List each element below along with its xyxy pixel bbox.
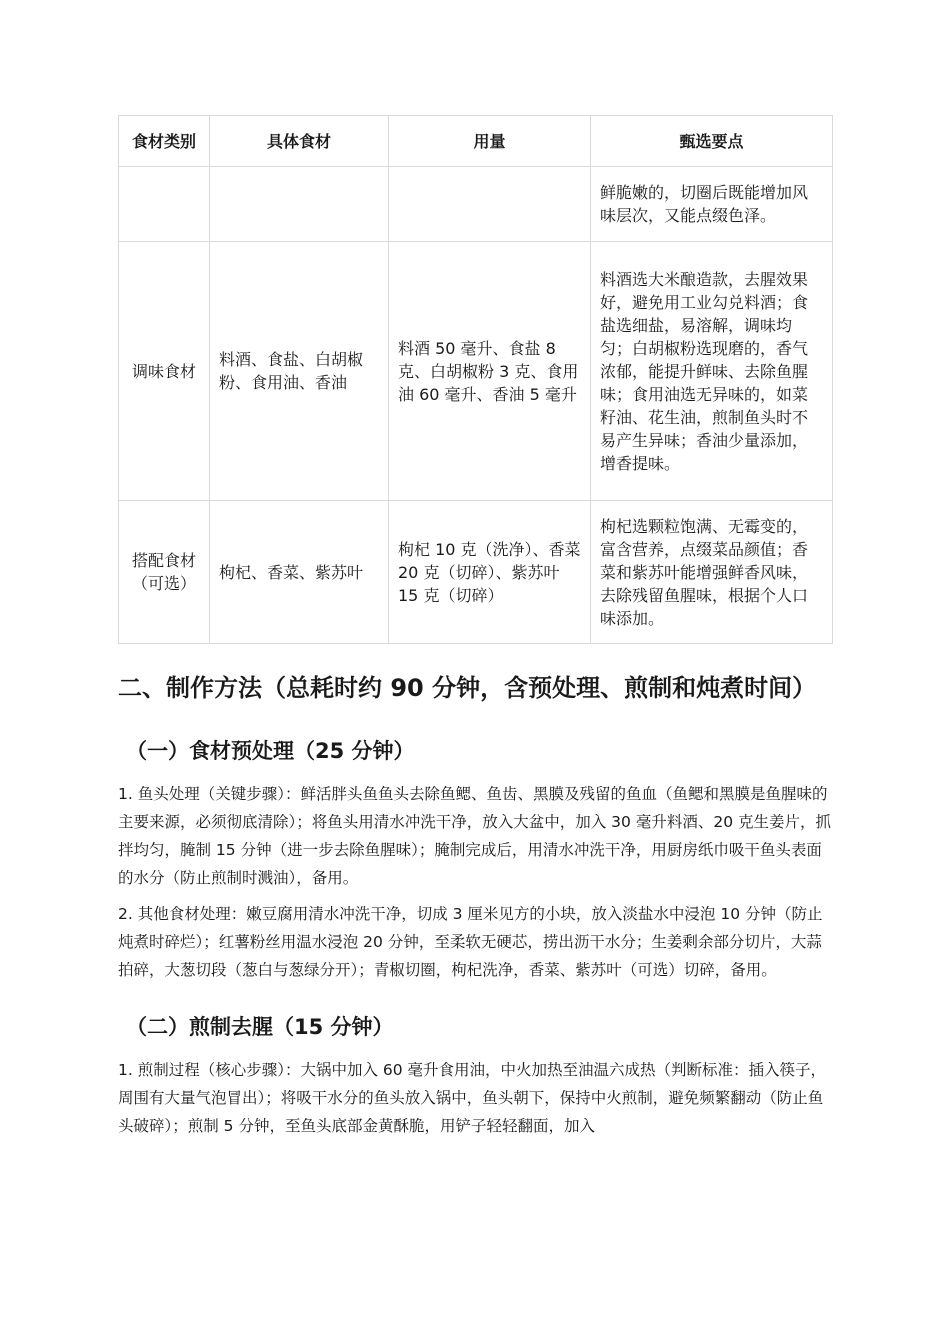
paragraph: 1. 鱼头处理（关键步骤）：鲜活胖头鱼鱼头去除鱼鳃、鱼齿、黑膜及残留的鱼血（鱼鳃和黑膜是鱼腥味的主要来源，必须彻底清除）；将鱼头用清水冲洗干净，放入大盆中，加入 30 毫升料酒、20 克生姜片，抓拌均匀，腌制 15 分钟（进一步去除鱼腥味）；腌制完成后，用清水冲洗干净，用厨房纸巾吸干鱼头表面的水分（防止煎制时溅油），备用。 (118, 785, 831, 887)
document-page (118, 115, 834, 1140)
cell-amount: 枸杞 10 克（洗净）、香菜 20 克（切碎）、紫苏叶 15 克（切碎） (389, 501, 591, 644)
header-category: 食材类别 (119, 116, 210, 167)
cell-category: 搭配食材（可选） (119, 501, 210, 644)
table-row (119, 501, 833, 644)
header-items: 具体食材 (210, 116, 389, 167)
header-notes: 甄选要点 (591, 116, 833, 167)
paragraph: 2. 其他食材处理：嫩豆腐用清水冲洗干净，切成 3 厘米见方的小块，放入淡盐水中浸泡 10 分钟（防止炖煮时碎烂）；红薯粉丝用温水浸泡 20 分钟，至柔软无硬芯，捞出沥干水分；生姜剩余部分切片，大蒜拍碎，大葱切段（葱白与葱绿分开）；青椒切圈，枸杞洗净，香菜、紫苏叶（可选）切碎，备用。 (118, 905, 823, 979)
table-header-row (119, 116, 833, 167)
subsection-heading: （二）煎制去腥（15 分钟） (126, 1015, 394, 1039)
cell-amount (389, 167, 591, 242)
cell-amount: 料酒 50 毫升、食盐 8 克、白胡椒粉 3 克、食用油 60 毫升、香油 5 毫升 (389, 242, 591, 501)
cell-category (119, 167, 210, 242)
cell-notes: 枸杞选颗粒饱满、无霉变的，富含营养，点缀菜品颜值；香菜和紫苏叶能增强鲜香风味，去除残留鱼腥味，根据个人口味添加。 (591, 501, 833, 644)
cell-items: 料酒、食盐、白胡椒粉、食用油、香油 (210, 242, 389, 501)
cell-category: 调味食材 (119, 242, 210, 501)
cell-notes: 鲜脆嫩的，切圈后既能增加风味层次，又能点缀色泽。 (591, 167, 833, 242)
subsection-heading: （一）食材预处理（25 分钟） (126, 739, 415, 763)
cell-items: 枸杞、香菜、紫苏叶 (210, 501, 389, 644)
section-heading: 二、制作方法（总耗时约 90 分钟，含预处理、煎制和炖煮时间） (118, 674, 817, 702)
header-amount: 用量 (389, 116, 591, 167)
cell-items (210, 167, 389, 242)
table-row (119, 167, 833, 242)
ingredients-table (118, 115, 833, 644)
paragraph: 1. 煎制过程（核心步骤）：大锅中加入 60 毫升食用油，中火加热至油温六成热（判断标准：插入筷子，周围有大量气泡冒出）；将吸干水分的鱼头放入锅中，鱼头朝下，保持中火煎制，避免频繁翻动（防止鱼头破碎）；煎制 5 分钟，至鱼头底部金黄酥脆，用铲子轻轻翻面，加入 (118, 1061, 827, 1135)
cell-notes: 料酒选大米酿造款，去腥效果好，避免用工业勾兑料酒；食盐选细盐，易溶解，调味均匀；白胡椒粉选现磨的，香气浓郁，能提升鲜味、去除鱼腥味；食用油选无异味的，如菜籽油、花生油，煎制鱼头时不易产生异味；香油少量添加，增香提味。 (591, 242, 833, 501)
table-row (119, 242, 833, 501)
